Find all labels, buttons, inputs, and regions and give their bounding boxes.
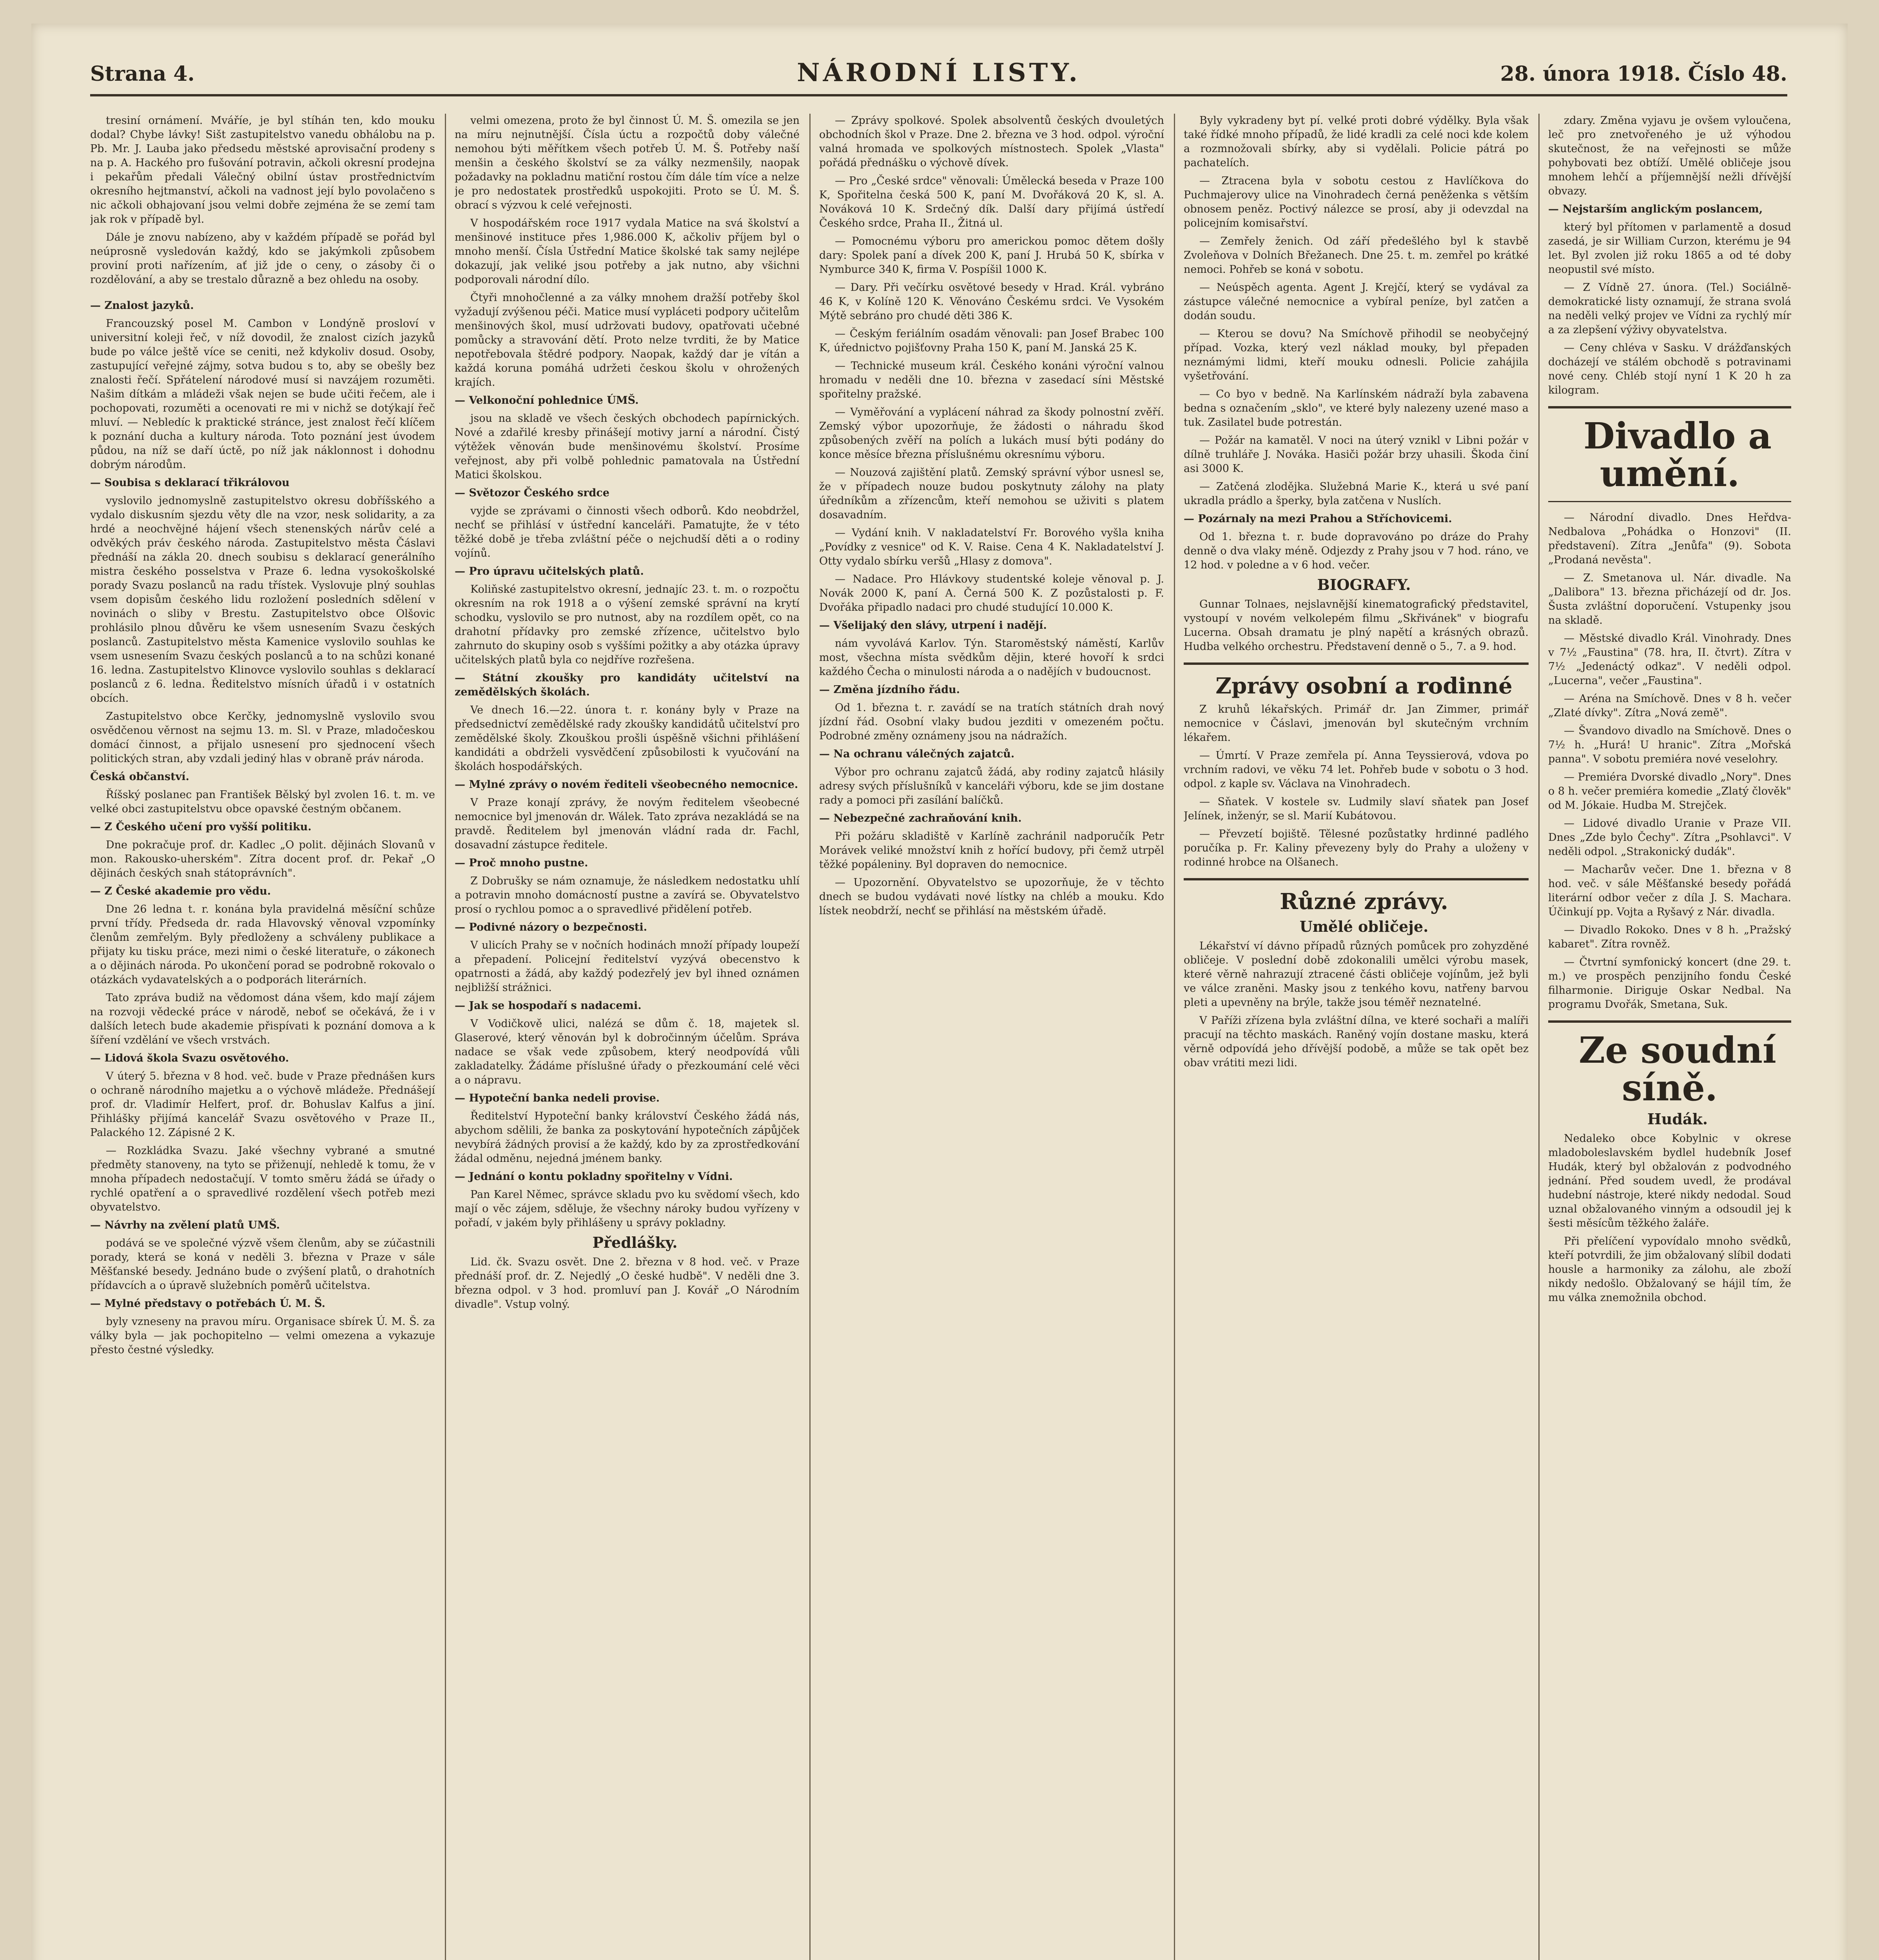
section-rule xyxy=(1548,501,1791,502)
article-text: V úterý 5. března v 8 hod. več. bude v Praze přednášen kurs o ochraně národního majetku a o výchově mládeže. Přednášejí prof. dr. Vladimír Helfert, prof. dr. Bohuslav Kalfus a jiní. Přihlášky přijímá kancelář Svazu osvětového v Praze II., Palackého 12. Zápisné 2 K. xyxy=(90,1070,435,1139)
article-text: — Neúspěch agenta. Agent J. Krejčí, který se vydával za zástupce válečné nemocnice a vybíral peníze, byl zatčen a dodán soudu. xyxy=(1184,281,1529,322)
article-text: Ředitelství Hypoteční banky království Českého žádá nás, abychom sdělili, že banka za poskytování hypotečních zápůjček nevybírá žádných provisí a že každý, kdo by za zprostředkování žádal odměnu, nejedná jménem banky. xyxy=(455,1110,800,1165)
column-4 xyxy=(1184,114,1529,1960)
article-heading: — Podivné názory o bezpečnosti. xyxy=(455,921,647,933)
article-heading: — Hypoteční banka nedeli provise. xyxy=(455,1092,660,1104)
article-heading: — Z České akademie pro vědu. xyxy=(90,885,271,897)
article-text: Při požáru skladiště v Karlíně zachránil nadporučík Petr Morávek veliké množství knih z hořící budovy, při čemž utrpěl těžké popáleniny. Byl dopraven do nemocnice. xyxy=(819,830,1164,871)
article-heading: — Pro úpravu učitelských platů. xyxy=(455,565,644,577)
article-text: — Nouzová zajištění platů. Zemský správní výbor usnesl se, že v případech nouze budou poskytnuty zálohy na platy úředníkům a zřízencům, kteří nemohou se uživiti s platem dosavadním. xyxy=(819,466,1164,521)
column-divider xyxy=(445,114,446,1960)
article-text: V Vodičkově ulici, nalézá se dům č. 18, majetek sl. Glaserové, který věnován byl k dobročinným účelům. Správa nadace se však vede způsobem, který neodpovídá vůli zakladatelky. Žádáme příslušné úřady o přezkoumání celé věci a o nápravu. xyxy=(455,1018,800,1086)
article-text: — Lidové divadlo Uranie v Praze VII. Dnes „Zde bylo Čechy". Zítra „Psohlavci". V neděli odpol. „Strakonický dudák". xyxy=(1548,817,1791,858)
article-text: — Premiéra Dvorské divadlo „Nory". Dnes o 8 h. večer premiéra komedie „Zlatý člověk" od M. Jókaie. Hudba M. Strejček. xyxy=(1548,771,1791,811)
article-text: který byl přítomen v parlamentě a dosud zasedá, je sir William Curzon, kterému je 94 let. Byl zvolen již roku 1865 a od té doby neopustil své místo. xyxy=(1548,221,1791,276)
article-text: V Paříži zřízena byla zvláštní dílna, ve které sochaři a malíři pracují na těchto maskách. Raněný vojín dostane masku, která věrně odpovídá jeho dřívější podobě, a může se tak opět bez obav vrátiti mezi lidi. xyxy=(1184,1014,1529,1069)
article-text: Byly vykradeny byt pí. velké proti dobré výdělky. Byla však také řídké mnoho případů, že lidé kradli za celé noci kde kolem a rozmnožovali sbírky, aby si vydělali. Policie pátrá po pachatelích. xyxy=(1184,114,1529,169)
article-heading: — Světozor Českého srdce xyxy=(455,487,609,499)
article-text: vyjde se zprávami o činnosti všech odborů. Kdo neobdržel, nechť se přihlásí v ústřední kanceláři. Pamatujte, že v této těžké době je třeba zvláštní péče o nejchudší děti a o rodiny vojínů. xyxy=(455,505,800,559)
article-text: Říšský poslanec pan František Bělský byl zvolen 16. t. m. ve velké obci zastupitelstvu obce opavské čestným občanem. xyxy=(90,789,435,815)
article-heading: — Nebezpečné zachraňování knih. xyxy=(819,812,1022,824)
article-text: — Macharův večer. Dne 1. března v 8 hod. več. v sále Měšťanské besedy pořádá literární odbor večer z díla J. S. Machara. Účinkují pp. Vojta a Ryšavý z Nár. divadla. xyxy=(1548,864,1791,918)
article-text: jsou na skladě ve všech českých obchodech papírnických. Nové a zdařilé kresby přinášejí motivy jarní a národní. Čistý výtěžek věnován bude menšinovému školství. Prosíme veřejnost, aby při volbě pohlednic pamatovala na Ústřední Matici školskou. xyxy=(455,412,800,481)
article-text: Lid. čk. Svazu osvět. Dne 2. března v 8 hod. več. v Praze přednáší prof. dr. Z. Nejedlý „O české hudbě". V neděli dne 3. března odpol. v 3 hod. promluví pan J. Kovář „O Národním divadle". Vstup volný. xyxy=(455,1256,800,1310)
issue-date: 28. února 1918. Číslo 48. xyxy=(1500,62,1787,86)
article-text: — Převzetí bojiště. Tělesné pozůstatky hrdinné padlého poručíka p. Fr. Kaliny převezeny byly do Prahy a uloženy v rodinné hrobce na Olšanech. xyxy=(1184,828,1529,868)
article-text: V ulicích Prahy se v nočních hodinách množí případy loupeží a přepadení. Policejní ředitelství vyzývá obecenstvo k opatrnosti a žádá, aby každý podezřelý jev byl ihned oznámen nejbližší strážnici. xyxy=(455,939,800,994)
article-text: — Pro „České srdce" věnovali: Úmělecká beseda v Praze 100 K, Spořitelna česká 500 K, paní M. Dvořáková 20 K, sl. A. Nováková 10 K. Srdečný dík. Další dary přijímá ústředí Českého srdce, Praha II., Žitná ul. xyxy=(819,175,1164,229)
article-heading: — Změna jízdního řádu. xyxy=(819,684,960,696)
article-heading: Česká občanství. xyxy=(90,771,189,783)
article-text: — Nadace. Pro Hlávkovy studentské koleje věnoval p. J. Novák 2000 K, paní A. Černá 500 K. Z pozůstalosti p. F. Dvořáka připadlo nadaci pro chudé studující 10.000 K. xyxy=(819,573,1164,613)
article-heading: — Návrhy na zvělení platů UMŠ. xyxy=(90,1219,280,1231)
article-text: — Dary. Při večírku osvětové besedy v Hrad. Král. vybráno 46 K, v Kolíně 120 K. Věnováno Českému srdci. Ve Vysokém Mýtě sebráno pro chudé děti 386 K. xyxy=(819,281,1164,322)
article-text: — Vyměřování a vyplácení náhrad za škody polnostní zvěří. Zemský výbor upozorňuje, že žádosti o náhradu škod způsobených zvěří na polích a lukách musí býti podány do konce měsíce března příslušnému okresnímu výboru. xyxy=(819,406,1164,461)
article-text: tresiní ornámení. Mváříe, je byl stíhán ten, kdo mouku dodal? Chybe lávky! Sišt zastupitelstvo vanedu obhálobu na p. Pb. Mr. J. Lauba jako předsedu městské aprovisační prodeny s na p. A. Hackého pro fušování potravin, ačkoli okresní prodejna i pekařům předali Válečný obilní ústav prostřednictvím okresního hejtmanství, ačkoli na vadnost její bylo povolačeno s nic ačkoli obhajovaní jsou velmi dobře zejména že se zemí tam jak rok v případě byl. xyxy=(90,114,435,225)
article-text: — Zprávy spolkové. Spolek absolventů českých dvouletých obchodních škol v Praze. Dne 2. března ve 3 hod. odpol. výroční valná hromada ve spolkových místnostech. Spolek „Vlasta" pořádá přednášku o výchově dívek. xyxy=(819,114,1164,169)
article-heading: — Jak se hospodaří s nadacemi. xyxy=(455,1000,642,1012)
article-text: Nedaleko obce Kobylnic v okrese mladoboleslavském bydlel hudebník Josef Hudák, který byl obžalován z podvodného jednání. Před soudem uvedl, že prodával hudební nástroje, které nikdy nedodal. Soud uznal obžalovaného vinným a odsoudil jej k šesti měsícům těžkého žaláře. xyxy=(1548,1132,1791,1229)
article-heading: — Soubisa s deklarací třikrálovou xyxy=(90,477,290,489)
article-text: — Rozkládka Svazu. Jaké všechny vybrané a smutné předměty stanoveny, na tyto se přiženují, nehledě k tomu, že v mnoha případech nedostačují. V tomto směru žádá se úřady o rychlé opatření a o spravedlivé rozdělení všech potřeb mezi obyvatelstvo. xyxy=(90,1145,435,1213)
article-text: Koliňské zastupitelstvo okresní, jednajíc 23. t. m. o rozpočtu okresním na rok 1918 a o výšení zemské správní na krytí schodku, vyslovilo se pro nutnost, aby na rozdílem opět, co na drahotní přídavky pro zemské zřízence, učitelstvo bylo zahrnuto do skupiny osob s vyššími požitky a aby otázka úpravy učitelských platů byla co nejdříve rozřešena. xyxy=(455,583,800,666)
article-text: byly vzneseny na pravou míru. Organisace sbírek Ú. M. Š. za války byla — jak pochopitelno — velmi omezena a vykazuje přesto čestné výsledky. xyxy=(90,1316,435,1356)
article-text: — Sňatek. V kostele sv. Ludmily slaví sňatek pan Josef Jelínek, inženýr, se sl. Marií Kubátovou. xyxy=(1184,796,1529,822)
article-text: — Požár na kamatěl. V noci na úterý vznikl v Libni požár v dílně truhláře J. Nováka. Hasiči požár brzy uhasili. Škoda činí asi 3000 K. xyxy=(1184,434,1529,475)
article-text: Při přelíčení vypovídalo mnoho svědků, kteří potvrdili, že jim obžalovaný slíbil dodati housle a harmoniky za zálohu, ale zboží nikdy nedošlo. Obžalovaný se hájil tím, že mu válka znemožnila obchod. xyxy=(1548,1235,1791,1304)
article-heading: — Všelijaký den slávy, utrpení i nadějí. xyxy=(819,619,1047,632)
article-text: Dne 26 ledna t. r. konána byla pravidelná měsíční schůze první třídy. Předseda dr. rada Hlavovský věnoval vzpomínky členům zemřelým. Byly předloženy a schváleny publikace a přijaty ku tisku práce, mezi nimi o české literatuře, o zákonech a o dějinách národa. Po ukončení porad se podrobně rokovalo o otázkách vydavatelských a o podporách literárních. xyxy=(90,903,435,986)
article-text: — Kterou se dovu? Na Smíchově přihodil se neobyčejný případ. Vozka, který vezl náklad mouky, byl přepaden neznámými lidmi, kteří mouku odnesli. Policie zahájila vyšetřování. xyxy=(1184,328,1529,382)
article-text: V Praze konají zprávy, že novým ředitelem všeobecné nemocnice byl jmenován dr. Wálek. Tato zpráva nezakládá se na pravdě. Ředitelem byl jmenován vládní rada dr. Fachl, dosavadní zástupce ředitele. xyxy=(455,797,800,851)
article-text: Gunnar Tolnaes, nejslavnější kinematografický představitel, vystoupí v novém velkolepém filmu „Skřivánek" v biografu Lucerna. Obsah dramatu je plný napětí a krásných obrazů. Hudba velkého orchestru. Představení denně o 5., 7. a 9. hod. xyxy=(1184,598,1529,653)
article-text: vyslovilo jednomyslně zastupitelstvo okresu dobříšského a vydalo diskusním sjezdu věty dle na vzor, nesk solidarity, a za hrdé a neochvějné hájení všech stenenských nárův celé a odvěkých práv českého národa. Zastupitelstvo města Čáslavi přednáší na zákla 20. dnech soubisu s deklarací generálního mistra českého posselstva v Praze 6. ledna vysokoškolské porady Svazu poslanců na radu třístek. Vyslovuje plný souhlas vsem dopisům českého lidu rozložení posledních sdělení v novinách o sliby v Brestu. Zastupitelstvo obce Olšovic prohlásilo plnou důvěru ke všem usnesením Svazu českých poslanců. Zastupitelstvo města Kamenice vyslovilo souhlas ke vsem usnesením Svazu českých poslanců a to na schůzi konané 16. ledna. Zastupitelstvo Klinovce vyslovilo souhlas s deklarací poslanců z 6. ledna. Ředitelstvo mísních úřadů i v ostatních obcích. xyxy=(90,495,435,704)
article-heading: — Lidová škola Svazu osvětového. xyxy=(90,1052,289,1064)
article-heading: — Velkonoční pohlednice ÚMŠ. xyxy=(455,394,639,407)
article-text: — Aréna na Smíchově. Dnes v 8 h. večer „Zlaté dívky". Zítra „Nová země". xyxy=(1548,693,1791,719)
newspaper-page xyxy=(31,24,1848,1960)
article-text: — Co byo v bedně. Na Karlínském nádraží byla zabavena bedna s označením „sklo", ve které byly nalezeny uzené maso a tuk. Zasilatel bude potrestán. xyxy=(1184,388,1529,428)
article-text: — Čtvrtní symfonický koncert (dne 29. t. m.) ve prospěch penzijního fondu České filharmonie. Diriguje Oskar Nedbal. Na programu Dvořák, Smetana, Suk. xyxy=(1548,956,1791,1011)
column-divider xyxy=(809,114,811,1960)
section-subheading: Předlášky. xyxy=(592,1234,678,1251)
column-divider xyxy=(1174,114,1175,1960)
article-text: zdary. Změna vyjavu je ovšem vyloučena, leč pro znetvořeného je už výhodou skutečnost, že na veřejnosti se může pohybovati bez obtíží. Umělé obličeje jsou mnohem lehčí a příjemnější nežli dřívější obvazy. xyxy=(1548,114,1791,197)
article-heading: — Na ochranu válečných zajatců. xyxy=(819,748,1015,760)
column-3 xyxy=(819,114,1164,1960)
article-text: Od 1. března t. r. bude dopravováno po dráze do Prahy denně o dva vlaky méně. Odjezdy z Prahy jsou v 7 hod. ráno, ve 12 hod. v poledne a v 6 hod. večer. xyxy=(1184,531,1529,571)
article-text: — Zemřely ženich. Od září předešlého byl k stavbě Zvoleňova v Dolních Břežanech. Dne 25. t. m. zemřel po krátké nemoci. Pohřeb se koná v sobotu. xyxy=(1184,235,1529,276)
article-heading: — Proč mnoho pustne. xyxy=(455,857,588,869)
article-text: — Ceny chléva v Sasku. V drážďanských docházejí ve stálém obchodě s potravinami nové ceny. Chléb stojí nyní 1 K 20 h za kilogram. xyxy=(1548,342,1791,396)
section-title: Zprávy osobní a rodinné xyxy=(1215,673,1513,699)
column-5 xyxy=(1548,114,1791,1960)
article-text: — Vydání knih. V nakladatelství Fr. Borového vyšla kniha „Povídky z vesnice" od K. V. Raise. Cena 4 K. Nakladatelství J. Otty vydalo sbírku veršů „Hlasy z domova". xyxy=(819,527,1164,567)
article-heading: — Z Českého učení pro vyšší politiku. xyxy=(90,821,312,833)
section-rule xyxy=(1548,1020,1791,1023)
section-rule xyxy=(1548,406,1791,408)
article-text: — Českým feriálním osadám věnovali: pan Josef Brabec 100 K, úřednictvo pojišťovny Praha 150 K, paní M. Janská 25 K. xyxy=(819,328,1164,354)
article-text: — Technické museum král. Českého konáni výroční valnou hromadu v neděli dne 10. března v zasedací síni Městské spořitelny pražské. xyxy=(819,360,1164,400)
article-text: Z kruhů lékařských. Primář dr. Jan Zimmer, primář nemocnice v Čáslavi, jmenován byl skutečným vrchním lékařem. xyxy=(1184,703,1529,744)
article-text: — Městské divadlo Král. Vinohrady. Dnes v 7½ „Faustina" (78. hra, II. čtvrt). Zítra v 7½ „Jedenáctý odkaz". V neděli odpol. „Lucerna", večer „Faustina". xyxy=(1548,632,1791,687)
article-text: Výbor pro ochranu zajatců žádá, aby rodiny zajatců hlásily adresy svých příslušníků v kanceláři výboru, kde se jim dostane rady a pomoci při zasílání balíčků. xyxy=(819,766,1164,806)
article-text: — Upozornění. Obyvatelstvo se upozorňuje, že v těchto dnech se budou vydávati nové lístky na chléb a mouku. Kdo lístek neobdrží, nechť se přihlásí na městském úřadě. xyxy=(819,877,1164,917)
article-text: — Ztracena byla v sobotu cestou z Havlíčkova do Puchmajerovy ulice na Vinohradech černá peněženka s větším obnosem peněz. Poctivý nálezce se prosí, aby ji odevzdal na policejním komisařství. xyxy=(1184,175,1529,229)
article-heading: — Pozárnaly na mezi Prahou a Stříchovicemi. xyxy=(1184,513,1452,525)
article-text: Dne pokračuje prof. dr. Kadlec „O polit. dějinách Slovanů v mon. Rakousko-uherském". Zítra docent prof. dr. Pekař „O dějinách českých snah státoprávních". xyxy=(90,839,435,879)
section-rule xyxy=(1184,662,1529,665)
article-text: — Národní divadlo. Dnes Heřdva-Nedbalova „Pohádka o Honzovi" (II. představení). Zítra „Jenůfa" (9). Sobota „Prodaná nevěsta". xyxy=(1548,512,1791,566)
article-text: Dále je znovu nabízeno, aby v každém případě se pořád byl neúprosně vysledován každý, kdo se jakýmkoli způsobem proviní proti nařízením, ať již jde o ceny, o zásoby či o rozdělování, a aby se trestalo důrazně a bez ohledu na osoby. xyxy=(90,231,435,286)
section-rule xyxy=(1184,878,1529,880)
column-1 xyxy=(90,114,435,1960)
article-text: Z Dobrušky se nám oznamuje, že následkem nedostatku uhlí a potravin mnoho domácností pustne a zavírá se. Obyvatelstvo prosí o rychlou pomoc a o spravedlivé přidělení potřeb. xyxy=(455,875,800,915)
article-text: — Z. Smetanova ul. Nár. divadle. Na „Dalibora" 13. března přicházejí od dr. Jos. Šusta zvláštní doporučení. Vstupenky jsou na skladě. xyxy=(1548,572,1791,626)
section-subheading: Hudák. xyxy=(1647,1110,1708,1128)
page-header xyxy=(90,51,1787,96)
article-text: — Švandovo divadlo na Smíchově. Dnes o 7½ h. „Hurá! U hranic". Zítra „Mořská panna". V sobotu premiéra nové veselohry. xyxy=(1548,725,1791,765)
section-subheading: Umělé obličeje. xyxy=(1299,918,1429,935)
article-text: — Úmrtí. V Praze zemřela pí. Anna Teyssierová, vdova po vrchním radovi, ve věku 74 let. Pohřeb bude v sobotu o 3 hod. odpol. z kaple sv. Václava na Vinohradech. xyxy=(1184,750,1529,790)
article-text: Čtyři mnohočlenné a za války mnohem dražší potřeby škol vyžadují zvýšenou péči. Matice musí vypláceti podpory učitelům menšinových škol, musí udržovati budovy, opatřovati učebné pomůcky a stravování dětí. Proto nelze tvrditi, že by Matice nepotřebovala štědré podpory. Naopak, každý dar je vítán a každá koruna pomáhá udržeti českou školu v ohrožených krajích. xyxy=(455,292,800,388)
article-text: Od 1. března t. r. zavádí se na tratích státních drah nový jízdní řád. Osobní vlaky budou jezditi v omezeném počtu. Podrobné změny oznámeny jsou na nádražích. xyxy=(819,702,1164,742)
article-heading: — Mylné představy o potřebách Ú. M. Š. xyxy=(90,1298,326,1310)
article-heading: — Státní zkoušky pro kandidáty učitelství na zemědělských školách. xyxy=(455,672,800,698)
article-text: Tato zpráva budiž na vědomost dána všem, kdo mají zájem na rozvoji vědecké práce v národě, neboť se očekává, že i v dalších letech bude akademie přispívati k poznání domova a k šíření vzdělání ve všech vrstvách. xyxy=(90,992,435,1046)
section-title: Ze soudní síně. xyxy=(1579,1029,1776,1109)
article-text: — Zatčená zlodějka. Služebná Marie K., která u své paní ukradla prádlo a šperky, byla zatčena v Nuslích. xyxy=(1184,481,1529,507)
article-heading: — Jednání o kontu pokladny spořitelny v Vídni. xyxy=(455,1171,733,1183)
section-title: Divadlo a umění. xyxy=(1583,415,1772,495)
article-text: Ve dnech 16.—22. února t. r. konány byly v Praze na předsednictví zemědělské rady zkoušky kandidátů učitelství pro zemědělské školy. Zkouškou prošli úspěšně všichni přihlášení kandidáti a obdrželi vysvědčení způsobilosti k vyučování na školách hospodářských. xyxy=(455,704,800,773)
article-text: velmi omezena, proto že byl činnost Ú. M. Š. omezila se jen na míru nejnutnější. Čísla úctu a rozpočtů doby válečné nemohou býti měřítkem všech potřeb Ú. M. Š. Potřeby naší menšin a českého školství se za války nezmenšily, naopak požadavky na pokladnu matiční rostou čím dále tím více a nelze je pro nedostatek prostředků uspokojiti. Proto se Ú. M. Š. obrací s výzvou k celé veřejnosti. xyxy=(455,114,800,211)
article-text: Pan Karel Němec, správce skladu pvo ku svědomí všech, kdo mají o věc zájem, sděluje, že všechny nároky budou vyřízeny v pořadí, v jakém byly přihlášeny u správy pokladny. xyxy=(455,1189,800,1229)
column-divider xyxy=(1538,114,1540,1960)
article-text: — Z Vídně 27. února. (Tel.) Sociálně-demokratické listy oznamují, že strana svolá na neděli velký projev ve Vídni za rychlý mír a za zlepšení výživy obyvatelstva. xyxy=(1548,281,1791,336)
article-text: podává se ve společné výzvě všem členům, aby se zúčastnili porady, která se koná v neděli 3. března v Praze v sále Měšťanské besedy. Jednáno bude o zvýšení platů, o drahotních přídavcích a o úpravě služebních poměrů učitelstva. xyxy=(90,1237,435,1292)
section-title: Různé zprávy. xyxy=(1280,889,1448,915)
article-text: V hospodářském roce 1917 vydala Matice na svá školství a menšinové instituce přes 1,986.000 K, ačkoliv příjem byl o mnoho menší. Čísla Ústřední Matice školské tak samy nejlépe dokazují, jak veliké jsou potřeby a jak nutno, aby všichni podporovali národní dílo. xyxy=(455,217,800,286)
section-subheading: BIOGRAFY. xyxy=(1317,576,1411,593)
article-heading: — Znalost jazyků. xyxy=(90,299,194,312)
newspaper-masthead: NÁRODNÍ LISTY. xyxy=(797,58,1081,87)
page-number: Strana 4. xyxy=(90,62,195,86)
article-text: Lékařství ví dávno případů různých pomůcek pro zohyzděné obličeje. V poslední době zdokonalili umělci výrobu masek, které věrně nahrazují ztracené části obličeje vojínům, jež byli ve válce zraněni. Masky jsou z tenkého kovu, natřeny barvou pleti a upevněny na brýle, takže jsou téměř neznatelné. xyxy=(1184,940,1529,1009)
article-text: nám vyvolává Karlov. Týn. Staroměstský náměstí, Karlův most, všechna místa svědkům dějin, které hovoří k srdci každého Čecha o minulosti národa a o nadějích v budoucnost. xyxy=(819,637,1164,678)
article-text: Francouzský posel M. Cambon v Londýně prosloví v universitní koleji řeč, v níž dovodil, že znalost cizích jazyků bude po válce ještě více se ceniti, než kdykoliv dosud. Osoby, zastupující veřejné zájmy, sotva budou s to, aby se obešly bez znalosti řečí. Spřátelení národové musí si navzájem rozuměti. Našim dítkám a mládeži však nejen se bude učiti řečem, ale i pochopovati, rozuměti a ocenovati re mi v nichž se dotýkají řeč mluví. — Nebledíc k praktické stránce, jest znalost řečí klíčem k poznání ducha a kultury národa. Toto poznání jest úvodem půdou, na níž se daří úctě, po níž jak náklonnost i dohodnu dobrým národům. xyxy=(90,318,435,471)
article-heading: — Mylné zprávy o novém řediteli všeobecného nemocnice. xyxy=(455,779,798,791)
article-text: — Divadlo Rokoko. Dnes v 8 h. „Pražský kabaret". Zítra rovněž. xyxy=(1548,924,1791,950)
article-text: — Pomocnému výboru pro americkou pomoc dětem došly dary: Spolek paní a dívek 200 K, paní J. Hrubá 50 K, sbírka v Nymburce 340 K, firma V. Pospíšil 1000 K. xyxy=(819,235,1164,276)
article-heading: — Nejstarším anglickým poslancem, xyxy=(1548,203,1763,215)
article-text: Zastupitelstvo obce Kerčky, jednomyslně vyslovilo svou osvědčenou věrnost na sejmu 13. m. Sl. v Praze, mladočeskou domácí činnost, a přijalo usnesení pro sjednocení všech politických stran, aby vzdali jediný hlas v obraně práv národa. xyxy=(90,710,435,765)
column-2 xyxy=(455,114,800,1960)
